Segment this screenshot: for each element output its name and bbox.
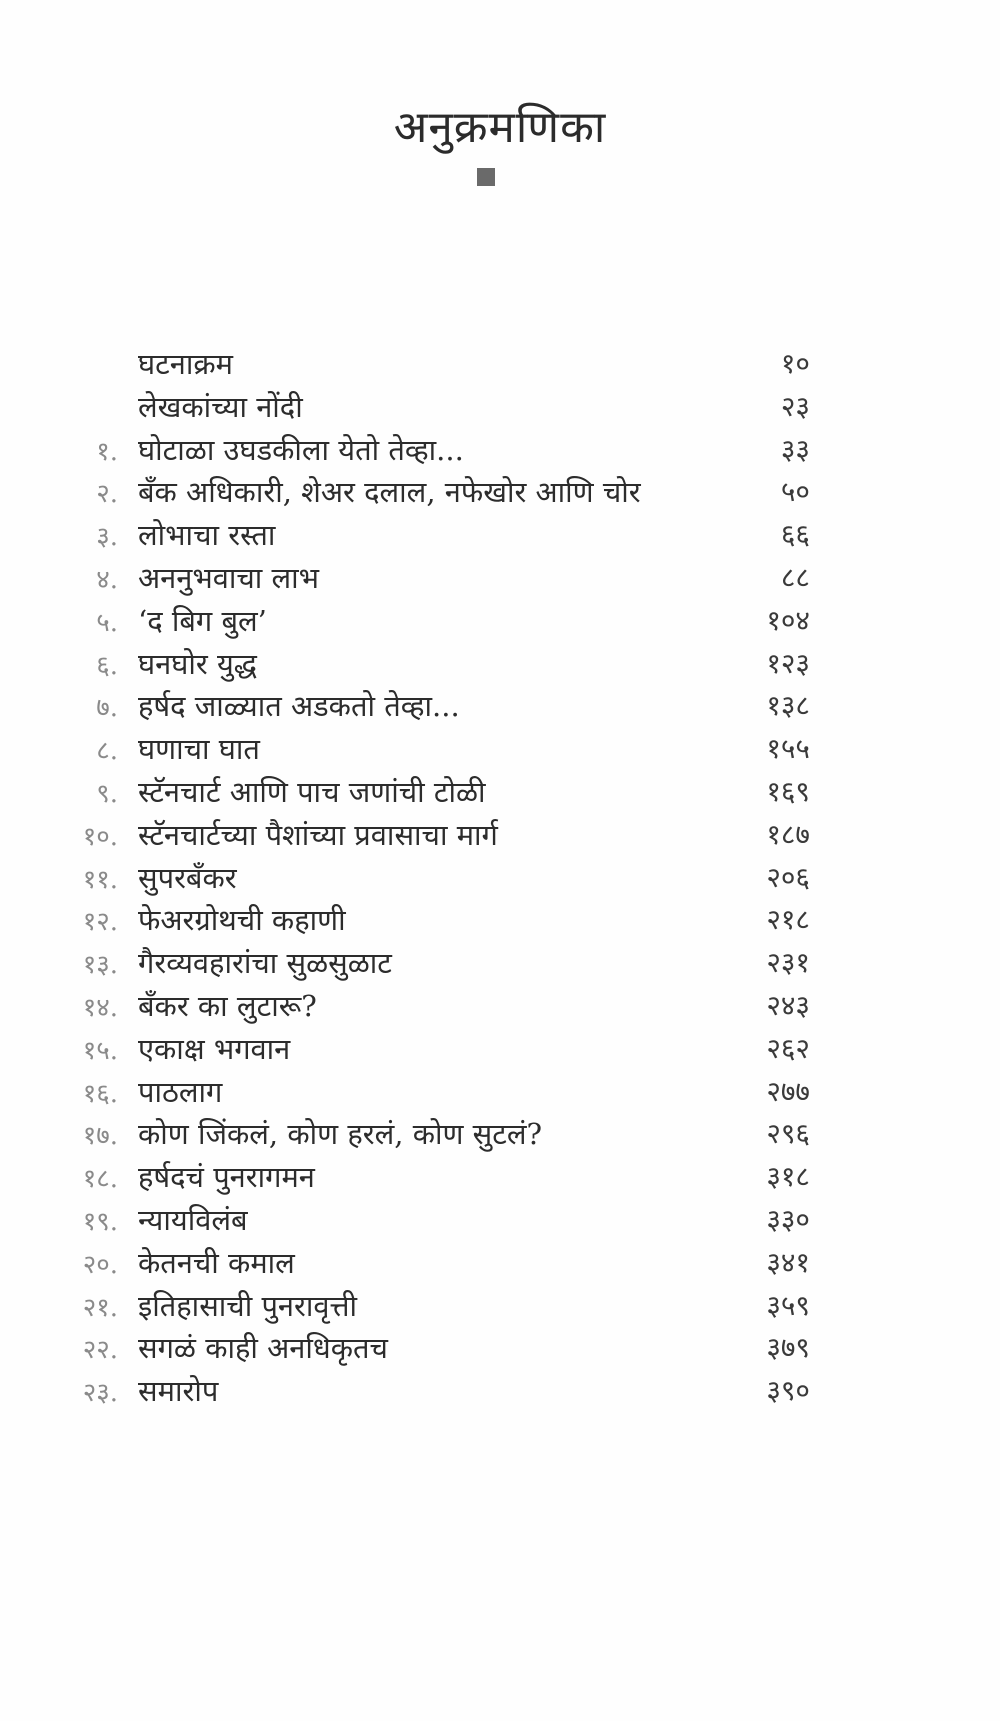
toc-entry-page-number: २३१ (766, 946, 810, 979)
toc-entry-title: समारोप (138, 1374, 219, 1408)
toc-entry-number: १२. (82, 907, 118, 937)
toc-entry-title: घनघोर युद्ध (138, 647, 257, 681)
toc-entry-title: घणाचा घात (138, 732, 260, 766)
toc-entry-number: २३. (82, 1378, 118, 1408)
toc-entry-number: १७. (82, 1121, 118, 1151)
page-title: अनुक्रमणिका (393, 102, 607, 153)
toc-entry-page-number: ३४१ (766, 1246, 810, 1279)
toc-entry (0, 941, 1000, 987)
toc-entry-page-number: ३७९ (766, 1331, 810, 1364)
toc-entry (0, 513, 1000, 559)
toc-entry (0, 898, 1000, 944)
toc-entry-page-number: २७७ (766, 1075, 810, 1108)
toc-entry-number: १०. (82, 822, 118, 852)
toc-entry-title: गैरव्यवहारांचा सुळसुळाट (138, 946, 392, 980)
toc-entry-title: हर्षद जाळ्यात अडकतो तेव्हा... (138, 689, 460, 723)
toc-entry-number: १९. (82, 1207, 118, 1237)
toc-entry-number: ९. (96, 779, 118, 809)
toc-entry-number: १४. (82, 993, 118, 1023)
toc-entry-page-number: ३५९ (766, 1289, 810, 1322)
toc-entry (0, 1027, 1000, 1073)
toc-entry (0, 813, 1000, 859)
title-ornament (477, 168, 495, 186)
toc-entry-number: १५. (82, 1036, 118, 1066)
toc-entry-number: १३. (82, 950, 118, 980)
toc-entry (0, 470, 1000, 516)
toc-entry (0, 1112, 1000, 1158)
toc-entry-number: ३. (96, 522, 118, 552)
toc-entry-page-number: १५५ (766, 732, 810, 765)
toc-entry (0, 856, 1000, 902)
toc-entry-title: बँकर का लुटारू? (138, 989, 317, 1023)
toc-entry (0, 984, 1000, 1030)
toc-entry-title: इतिहासाची पुनरावृत्ती (138, 1289, 358, 1323)
toc-entry-number: २१. (82, 1293, 118, 1323)
toc-entry (0, 1070, 1000, 1116)
toc-entry (0, 1155, 1000, 1201)
toc-entry-number: ६. (96, 651, 118, 681)
toc-entry-title: लेखकांच्या नोंदी (138, 390, 303, 424)
toc-entry-number: २. (96, 479, 118, 509)
toc-entry-number: ५. (96, 608, 118, 638)
toc-entry-page-number: ३१८ (766, 1160, 810, 1193)
toc-entry-title: एकाक्ष भगवान (138, 1032, 291, 1066)
toc-entry-page-number: १६९ (766, 775, 810, 808)
toc-entry-number: ११. (82, 865, 118, 895)
toc-entry-title: घोटाळा उघडकीला येतो तेव्हा... (138, 433, 464, 467)
toc-entry (0, 599, 1000, 645)
toc-entry-number: २०. (82, 1250, 118, 1280)
toc-entry-page-number: ३९० (766, 1374, 810, 1407)
toc-entry (0, 770, 1000, 816)
toc-entry-title: सुपरबँकर (138, 861, 237, 895)
toc-entry (0, 385, 1000, 431)
toc-entry-title: कोण जिंकलं, कोण हरलं, कोण सुटलं? (138, 1117, 543, 1151)
toc-entry-title: केतनची कमाल (138, 1246, 295, 1280)
toc-entry-number: १. (96, 437, 118, 467)
toc-entry-title: लोभाचा रस्ता (138, 518, 276, 552)
toc-entry (0, 727, 1000, 773)
toc-entry (0, 684, 1000, 730)
toc-entry-title: ‘द बिग बुल’ (138, 604, 267, 638)
toc-entry-page-number: १८७ (766, 818, 810, 851)
toc-entry (0, 1241, 1000, 1287)
toc-entry-title: सगळं काही अनधिकृतच (138, 1331, 388, 1365)
toc-entry-page-number: १२३ (766, 647, 810, 680)
toc-entry (0, 1326, 1000, 1372)
toc-entry (0, 556, 1000, 602)
toc-entry-title: पाठलाग (138, 1075, 223, 1109)
toc-entry (0, 1198, 1000, 1244)
toc-entry-page-number: २३ (780, 390, 810, 423)
toc-entry-title: स्टॅनचार्ट आणि पाच जणांची टोळी (138, 775, 486, 809)
toc-entry-page-number: ८८ (780, 561, 810, 594)
toc-entry-number: ४. (96, 565, 118, 595)
toc-entry (0, 1284, 1000, 1330)
toc-entry-page-number: २१८ (766, 903, 810, 936)
toc-entry (0, 642, 1000, 688)
toc-entry-page-number: २०६ (766, 861, 810, 894)
toc-entry-page-number: १० (780, 347, 810, 380)
toc-entry-title: अननुभवाचा लाभ (138, 561, 320, 595)
toc-entry (0, 342, 1000, 388)
toc-entry-page-number: २९६ (766, 1117, 810, 1150)
toc-entry-number: ८. (96, 736, 118, 766)
toc-entry-number: १६. (82, 1079, 118, 1109)
toc-entry-page-number: ५० (780, 475, 810, 508)
toc-entry-number: १८. (82, 1164, 118, 1194)
toc-entry-number: ७. (96, 693, 118, 723)
toc-entry-page-number: ६६ (780, 518, 810, 551)
toc-entry-title: हर्षदचं पुनरागमन (138, 1160, 315, 1194)
toc-entry-title: बँक अधिकारी, शेअर दलाल, नफेखोर आणि चोर (138, 475, 641, 509)
toc-entry-title: न्यायविलंब (138, 1203, 248, 1237)
toc-entry-page-number: २४३ (766, 989, 810, 1022)
toc-entry-page-number: २६२ (766, 1032, 810, 1065)
toc-entry-title: घटनाक्रम (138, 347, 233, 381)
toc-entry (0, 1369, 1000, 1415)
toc-entry-title: फेअरग्रोथची कहाणी (138, 903, 346, 937)
toc-entry-page-number: १०४ (766, 604, 810, 637)
toc-entry-number: २२. (82, 1335, 118, 1365)
toc-entry (0, 428, 1000, 474)
toc-entry-page-number: १३८ (766, 689, 810, 722)
toc-entry-title: स्टॅनचार्टच्या पैशांच्या प्रवासाचा मार्ग (138, 818, 498, 852)
toc-entry-page-number: ३३ (780, 433, 810, 466)
toc-entry-page-number: ३३० (766, 1203, 810, 1236)
